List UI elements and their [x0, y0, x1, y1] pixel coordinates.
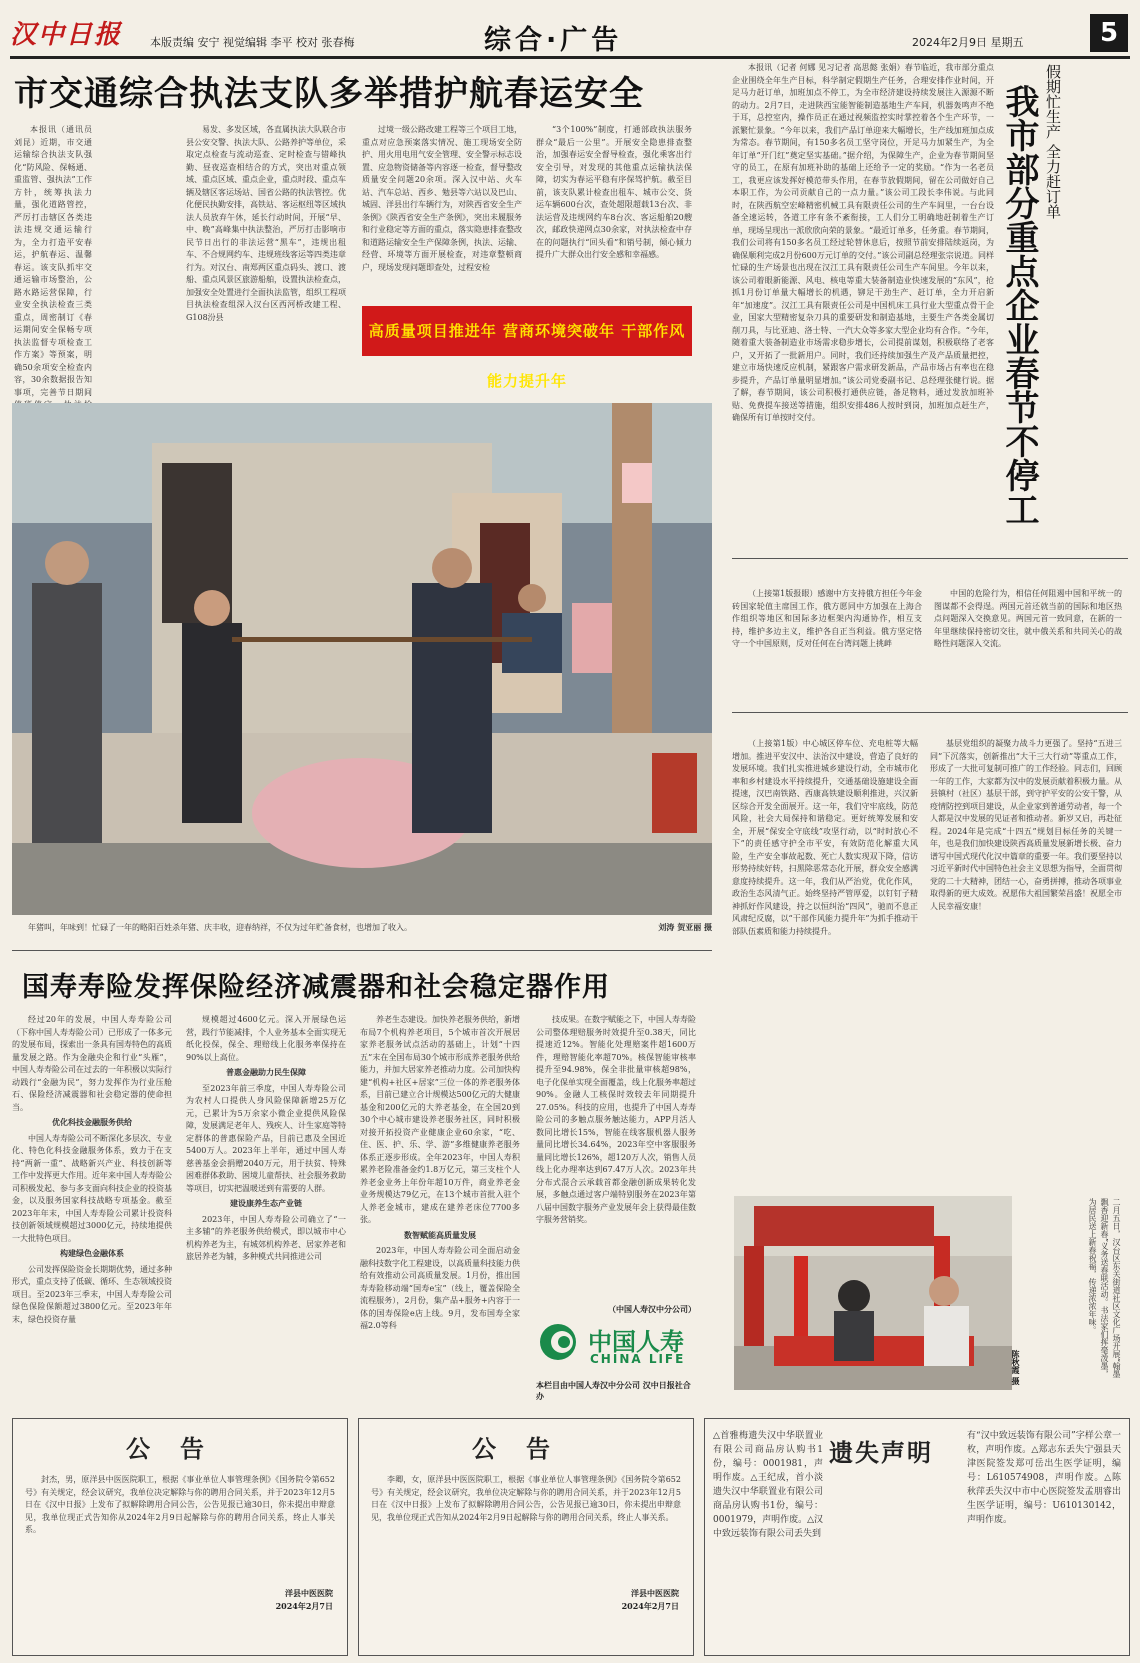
lianghui1-left: （上接第1版报眼）感谢中方支持俄方担任今年金砖国家轮值主席国工作，俄方愿同中方加强在上海合作组织等地区和国际多边框架内沟通协作，相互支持，维护多边主义，维护各自正当利益。俄方坚定恪守一个中国原则，反对任何在台湾问题上挑衅 — [732, 589, 922, 648]
article3-col2: 规模超过4600亿元。深入开展绿色运营，践行节能减排，个人业务基本全面实现无纸化投保，保全、理赔线上化服务率保持在90%以上高位。 普惠金融助力民生保障 至2023年前三季度，中国人寿寿险公司为农村人口提供人身风险保障新增25万亿元，已累计为5万余家小微企业提供风险保障，发展满足老年人、残疾人、计生家庭等特定群体的普惠保险产品，目前已惠及全国近5400万人。2023年上半年，通过中国人寿慈善基金会捐赠2040万元，用于扶贫、特殊困难群体救助、困境儿童帮扶、社会服务救助等项目，切实把温暖送到有需要的人群。 建设康养生态产业链 2023年，中国人寿寿险公司确立了“一主多辅”的养老服务供给模式，即以城市中心机构养老为主，有城郊机构养老、居家养老和旅居养老为辅，多种模式共同推进公司 — [186, 1015, 346, 1261]
lianghui1-right: 中国的危险行为，相信任何阻遏中国和平统一的图谋都不会得逞。两国元首还就当前的国际和地区热点问题深入交换意见。两国元首一致同意，在新的一年里继续保持密切交往，就中俄关系和共同关心的战略性问题深入交流。 — [934, 589, 1122, 648]
notice1-title: 公告 — [126, 1435, 234, 1463]
divider — [732, 558, 1128, 559]
lost-title: 遗失声明 — [829, 1439, 933, 1467]
article1-col4: “3个100%”制度，打通部政执法服务群众“最后一公里”。开展安全隐患排查整治，加强春运安全督导检查，强化乘客出行安全引导，对发现的其他重点运输执法保障，切实为春运平稳有序保驾护航。截至目前，该支队累计检查出租车、城市公交、货运车辆600台次，查处超限超载13台次、非法运营及违规网约车8台次、客运船舶20艘次，邮政快递网点30余家，对执法检查中存在的问题执行“回头看”和销号制，倾心倾力提升广大群众出行安全感和幸福感。 — [536, 125, 692, 259]
lost-col1: △首雅梅遗失汉中华联置业有限公司商品房认购书1份，编号：0001981，声明作废。△王纪成，首小淡遗失汉中华联置业有限公司商品房认购书1份，编号：0001979，声明作废。△汉中致远装饰有限公司丢失到 — [713, 1431, 824, 1539]
notice1-date: 2024年2月7日 — [275, 1601, 333, 1611]
article3-footer: 本栏目由中国人寿汉中分公司 汉中日报社合办 — [536, 1380, 691, 1401]
notice2-body: 李卿，女，原洋县中医医院职工，根据《事业单位人事管理条例》《国务院令第652号》有关规定，经会议研究，我单位决定解除与你的聘用合同关系，并于2023年12月5日在《汉中日报》上发布了拟解除聘用合同公告，公告见报已逾30日，你未提出申辩意见，我单位现正式告知从2024年2月9日起解除与你的聘用合同关系，终止人事关系。 — [371, 1475, 681, 1522]
slogan-banner: 高质量项目推进年 营商环境突破年 干部作风能力提升年 — [362, 306, 692, 356]
article3-col1: 经过20年的发展，中国人寿寿险公司（下称中国人寿寿险公司）已形成了一体多元的发展布局，探索出一条具有国寿特色的高质量发展之路。作为金融央企和行业“头雁”，中国人寿寿险公司在过去的一年积极以实际行动践行“金融为民”，努力发挥作为行业压舱石、保险经济减震器和社会稳定器的使命担当。 优化科技金融服务供给 中国人寿寿险公司不断深化多层次、专业化、特色化科技金融服务体系，致力于在支持“两新一重”、战略新兴产业、科技创新等工作中发挥更大作用。近年来中国人寿寿险公司积极发起、参与多支面向科技企业的投资基金，以及服务国家科技战略专项基金。截至2023年年末，中国人寿寿险公司累计投资科技创新领域规模超过3000亿元，持续地提供一大批特色项目。 构建绿色金融体系 公司发挥保险资金长期期优势，通过多种形式，重点支持了低碳、循环、生态领域投资项目。至2023年三季末，中国人寿寿险公司绿色保险保额超过3800亿元。至2023年年末，绿色投资存量 — [12, 1015, 172, 1324]
article2-kicker: 假期忙生产 全力赶订单 — [1044, 64, 1062, 219]
article1-col1-cont — [98, 124, 176, 364]
notice2-date: 2024年2月7日 — [621, 1601, 679, 1611]
article3-col4: 技成果。在数字赋能之下，中国人寿寿险公司整体理赔服务时效提升至0.38天，同比提速近12%。智能化处理赔案件超1600万件，理赔智能化率超70%。核保智能审核率提升至94.98%，保全非批量审核超98%，电子化保单实现全面覆盖，线上化服务率超过90%。金融人工核保时效较去年同期提升27.05%。科技的应用，也提升了中国人寿寿险公司的多触点服务触达能力，APP月活人数同比增长15%，智能在线客服机器人服务量同比增长34.64%，2023年空中客服服务量同比增长126%，超120万人次，销售人员线上化办理率达到67.47万人次。2023年共分布式混合云承载首都金融创新成果转化发展，多触点通过客户端特别服务在2023年第八届中国数字服务产业发展年会上获得最佳数字服务营销奖。 — [536, 1015, 696, 1224]
photo2-caption: 二月五日，汉台区东关街道社区文化广场开展“翰墨飘香迎新春”义务送春联活动。书法家们挥毫泼墨，为居民送上新春祝福，传递浓浓年味。 — [1088, 1198, 1121, 1379]
notice1 — [12, 1418, 348, 1656]
notice2-org: 洋县中医医院 — [631, 1588, 679, 1598]
article1-col3: 过境一级公路改建工程等三个项目工地，重点对应急预案落实情况、施工现场安全防护、用火用电用气安全管理、安全警示标志设置、应急物资储备等内容逐一检查，督导整改质量安全问题20余项。深入汉中站、火车站、汽车总站、西乡、勉县等六站以及巴山、城固、洋县出行车辆行为，对陕西省安全生产条例》《陕西省安全生产条例》，突出未履服务和行业稳定等方面的重点，落实隐患排查整改和道路运输安全生产保障条例，执法、运输、经营、环境等方面开展检查，对违章整顿商户，现场发现问题即查处，过程安检 — [362, 125, 522, 272]
lost-col2: 有“汉中致远装饰有限公司”字样公章一枚，声明作废。△郑志东丢失宁强县天津医院签发郑可岳出生医学证明，编号：L610574908，声明作废。△陈秋萍丢失汉中市中心医院签发孟朋睿出生医学证明，编号：U610130142，声明作废。 — [967, 1431, 1121, 1525]
issue-date: 2024年2月9日 星期五 — [912, 36, 1024, 49]
lianghui2-right: 基层党组织的凝聚力战斗力更强了。坚持“五进三同”下沉落实，创新推出“大干三大行动”等重点工作，形成了一大批可复制可推广的工作经验。同志们，回顾一年的工作，大家都为汉中的发展贡献着积极力量。从县镇村（社区）基层干部，到守护平安的公安干警，从疫情防控到项目建设，从企业家到普通劳动者，每一个人都是汉中发展的见证者和推动者。新岁又启，再赴征程。2024年是完成“十四五”规划目标任务的关键一年，也是我们加快建设陕西高质量发展新增长极、奋力谱写中国式现代化汉中篇章的重要一年。我们要坚持以习近平新时代中国特色社会主义思想为指导，全面贯彻党的二十大精神，团结一心，奋勇拼搏，推动各项事业取得新的更大成效。祝愿伟大祖国繁荣昌盛！祝愿全市人民幸福安康！ — [930, 739, 1122, 911]
article3-headline: 国寿寿险发挥保险经济减震器和社会稳定器作用 — [22, 972, 610, 1003]
china-life-logo-cn: 中国人寿 — [588, 1328, 684, 1356]
notice2 — [358, 1418, 694, 1656]
photo1-credit: 刘涛 贺亚丽 摄 — [658, 922, 712, 932]
notice2-title: 公告 — [472, 1435, 580, 1463]
spring-couplets-photo — [734, 1196, 1012, 1390]
section-title: 综合·广告 — [484, 25, 623, 56]
masthead-rule — [10, 56, 1130, 59]
photo2-credit: 陈秋霞 摄 — [1011, 1350, 1020, 1385]
article2-headline: 我市部分重点企业春节不停工 — [999, 84, 1039, 526]
notice1-org: 洋县中医医院 — [285, 1588, 333, 1598]
photo1-caption: 年猪叫，年味到！忙碌了一年的略阳百姓杀年猪、庆丰收，迎春纳祥，不仅为过年贮备食材，也增加了收入。 — [28, 923, 412, 932]
notice1-body: 封杰，男，原洋县中医医院职工，根据《事业单位人事管理条例》《国务院令第652号》有关规定，经会议研究，我单位决定解除与你的聘用合同关系，并于2023年12月5日在《汉中日报》上发布了拟解除聘用合同公告，公告见报已逾30日，你未提出申辩意见，我单位现正式告知你从2024年2月9日起解除与你的聘用合同关系，终止人事关系。 — [25, 1475, 335, 1534]
divider — [12, 950, 712, 951]
staff-credits: 本版责编 安宁 视觉编辑 李平 校对 张春梅 — [150, 36, 355, 49]
page-number: 5 — [1090, 14, 1128, 52]
lost-notices — [704, 1418, 1130, 1656]
lianghui2-left: （上接第1版）中心城区停车位、充电桩等大幅增加。推进平安汉中、法治汉中建设，营造了良好的发展环境。我们扎实推进城乡建设行动，全市城市化率和乡村建设水平持续提升，交通基础设施建设全面提速，汉巴南铁路、西康高铁建设顺利推进，兴汉新区综合开发全面展开。这一年，我们守牢底线，防范风险，社会大局保持和谐稳定。更好统筹发展和安全，开展“保安全守底线”攻坚行动，以“时时放心不下”的责任感守护全市平安，有效防范化解重大风险，生产安全事故起数、死亡人数实现双下降，信访形势持续好转，扫黑除恶常态化开展，群众安全感满意度持续提升。这一年，我们从严治党，优化作风，政治生态风清气正。始终坚持严管厚爱，以钉钉子精神抓好作风建设，持之以恒纠治“四风”，驰而不息正风肃纪反腐，以“干部作风能力提升年”为抓手推动干部队伍素质和能力持续提升。 — [732, 739, 918, 936]
pig-slaughter-photo — [12, 403, 712, 915]
divider — [732, 712, 1128, 713]
article1-headline: 市交通综合执法支队多举措护航春运安全 — [14, 74, 644, 114]
article1-col2: 易发、多发区域，各直属执法大队联合市县公安交警、执法大队、公路养护等单位，采取定点检查与流动巡查、定时检查与错峰执勤、昼夜巡查相结合的方式，突出对重点领域、重点区域、重点企业，重点时段、重点车辆及辖区客运场站、国省公路的执法管控。优化便民执勤安排，高铁站、客运枢纽等区域执法人员放弃午休，延长行动时间，开展“早、中、晚”高峰集中执法整治，严厉打击影响市民节日出行的非法运营“黑车”，违规出租车、不合规网约车、违规班线客运等四类违章行为。对汉台、南郑两区重点码头、渡口、渡船、重点风景区旅游船舶，设置执法检查点，加强安全处置进行全面执法监管，组织工程项目执法检查组深入汉台区西河桥改建工程、G108汾县 — [186, 125, 346, 322]
china-life-logo-icon — [538, 1322, 578, 1362]
newspaper-logo: 汉中日报 — [10, 20, 123, 50]
article2-body: 本报讯（记者 何娜 见习记者 高思懿 张娟）春节临近，我市部分重点企业围绕全年生产目标，科学制定假期生产任务，合理安排作业时间，开足马力赶订单，加班加点不停工，为全市经济建设持续发展注入源源不断的动力。2月7日，走进陕西宝能智能制造基地生产车间，机器轰鸣声不绝于耳，总控室内，操作员正在通过视频监控实时掌控着各个生产环节，一派繁忙景象。“今年以来，我们产品订单迎来大幅增长，生产线加班加点成为常态。春节期间，有150多名员工坚守岗位，开足马力加紧生产，为全年订单“开门红”奠定坚实基础。”据介绍，为保障生产，企业为春节期间坚守的员工，在原有加班补助的基础上还给予一定的奖励。“作为一名老员工，我更应该发挥好模范带头作用，在春节放假期间，留在公司做好自己本职工作，为公司贡献自己的一点力量。”该公司工段长李伟说。与此同时，在陕西航空宏峰精密机械工具有限责任公司的生产车间里，一台台设备全速运转，各道工序有条不紊衔接，工人们分工明确地赶制着生产订单，现场呈现出一派欣欣向荣的景象。“最近订单多，任务重。春节期间，我们公司将有150多名员工经过轮替休息后，按照节前安排陆续返岗，为确保顺利完成2月份600万元订单的交付。”该公司副总经理张宗说道。同样忙碌的生产场景也出现在汉江工具有限责任公司生产车间里。今年以来，该公司着眼新能源、风电、核电等重大装备制造业快速发展的“东风”，抢抓1月份订单量大幅增长的机遇，铆足干劲生产、赶订单，全力开启新年“加速度”。汉江工具有限责任公司是中国机床工具行业大型重点骨干企业，国家大型精密复杂刀具的重要研发和制造基地，主要生产各类金属切削刀具，与比亚迪、洛士特、一汽大众等多家大型企业均有合作。“今年，随着重大装备制造业市场需求稳步增长，公司提前谋划，积极联络了老客户，又开拓了一批新用户。同时，我们还持续加强生产及产品质量把控，建立市场快速反应机制，紧跟客户需求研发新品，产品市场占有率也在稳步提升，产品订单量明显增加。”该公司党委副书记、总经理张健行说。据了解，春节期间，该公司积极打通供应链，备足物料，通过发放加班补贴、免费提车接送等措施，组织安排486人按时到岗，加班加点赶生产，确保所有订单按时交付。 — [732, 63, 994, 422]
article3-col3: 养老生态建设。加快养老服务供给，新增布局7个机构养老项目，5个城市首次开展居家养老服务试点活动的基础上，计划“十四五”末在全国布局30个城市形成养老服务供给能力，并加大居家养老推动力度。公司加快构建“机构+社区+居家”三位一体的养老服务体系，目前已建立合计规模达500亿元的大健康基金和200亿元的大养老基金，在全国20到30个中心城市建设养老服务社区，同时积极对接开拓投资产业健康企业60余家，“吃、住、医、护、乐、学、游”多维健康养老服务体系正逐步形成。全年2023年，中国人寿积累养老险准备金约1.8万亿元，第三支柱个人养老金业务上年份年超10万件，商业养老金业务规模达79亿元，在13个城市首批入驻个人养老金城市，建成在建养老床位7700多张。 数智赋能高质量发展 2023年，中国人寿寿险公司全面启动金融科技数字化工程建设，以高质量科技能力供给有效推动公司高质量发展。1月份，推出国寿寿险移动端“国寿e宝”（线上，覆盖保险全流程服务），2月份，集产品+服务+内容于一体的国寿保险e店上线。9月，发布国寿全家福2.0等科 — [360, 1015, 520, 1330]
china-life-logo-en: CHINA LIFE — [590, 1352, 686, 1366]
article3-sign: （中国人寿汉中分公司） — [608, 1304, 696, 1314]
article1-col1: 本报讯（通讯员 刘昆）近期，市交通运输综合执法支队强化“防风险、保畅通、重监管、强执法”工作方针，统筹执法力量，强化道路管控，严厉打击辖区各类违法违规交通运输行为，全力打造平安春运，护航春运、温馨春运。该支队抓牢交通运输市场整治，公路水路运营保障，行业安全执法检查三类重点，周密制订《春运期间安全保畅专项执法监督专项检查工作方案》等预案，明确50余项安全检查内容，30余数据报告知事项，完善节日期间 — [14, 125, 92, 397]
